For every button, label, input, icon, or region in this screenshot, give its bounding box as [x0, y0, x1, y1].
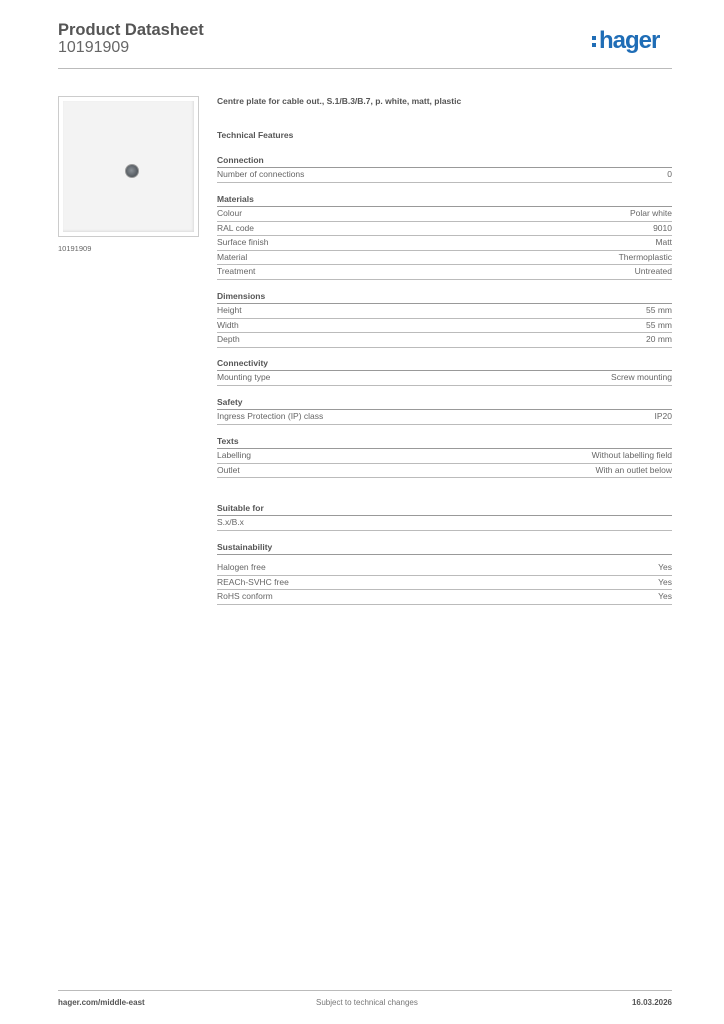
spec-value: Thermoplastic [618, 251, 672, 262]
spec-value: 55 mm [646, 305, 672, 315]
spec-label: Surface finish [217, 237, 269, 247]
product-image [58, 96, 199, 237]
spec-label: Colour [217, 208, 243, 218]
spec-label: Halogen free [217, 562, 266, 572]
spec-label: RAL code [217, 222, 255, 233]
spec-label: Labelling [217, 450, 252, 460]
section-heading: Materials [217, 194, 672, 207]
spec-row [217, 371, 672, 386]
spec-label: Mounting type [217, 372, 271, 382]
spec-label: Ingress Protection (IP) class [217, 411, 324, 421]
spec-row [217, 222, 672, 237]
product-description: Centre plate for cable out., S.1/B.3/B.7, p. white, matt, plastic [217, 96, 462, 106]
spec-row [217, 236, 672, 251]
section-heading: Safety [217, 397, 672, 410]
footer-divider [58, 990, 672, 991]
spec-row [217, 251, 672, 266]
spec-label: RoHS conform [217, 591, 273, 601]
spec-value: Untreated [634, 266, 672, 276]
section-heading: Dimensions [217, 291, 672, 304]
section-heading: Sustainability [217, 542, 672, 555]
spec-label: Height [217, 305, 242, 315]
section-heading: Connectivity [217, 358, 672, 371]
section-heading: Suitable for [217, 503, 672, 516]
image-caption: 10191909 [58, 244, 92, 253]
spec-value: 55 mm [646, 319, 672, 330]
spec-value: 9010 [653, 222, 672, 233]
spec-row [217, 576, 672, 591]
spec-label: Treatment [217, 266, 256, 276]
spec-value: IP20 [654, 411, 672, 421]
spec-row [217, 464, 672, 479]
spec-label: Outlet [217, 464, 240, 475]
spec-row [217, 590, 672, 605]
cable-outlet-icon [125, 164, 139, 178]
spec-label: Width [217, 319, 239, 330]
plate-icon [63, 101, 194, 232]
spec-value: Screw mounting [611, 372, 672, 382]
spec-value: 0 [667, 169, 672, 179]
logo-text: hager [599, 27, 660, 54]
spec-value: Matt [655, 237, 672, 247]
spec-value: Yes [658, 591, 672, 601]
spec-value: Yes [658, 576, 672, 587]
spec-label: Number of connections [217, 169, 305, 179]
spec-row [217, 516, 672, 531]
spec-value: 20 mm [646, 334, 672, 344]
spec-value: With an outlet below [595, 464, 672, 475]
footer-website: hager.com/middle-east [58, 998, 145, 1007]
header-divider [58, 68, 672, 69]
spec-row [217, 207, 672, 222]
logo-dots-icon [592, 33, 597, 50]
spec-label: Material [217, 251, 248, 262]
section-heading: Texts [217, 436, 672, 449]
spec-value: Without labelling field [591, 450, 672, 460]
spec-row [217, 410, 672, 425]
hager-logo [592, 27, 659, 55]
spec-value: Yes [658, 562, 672, 572]
technical-features-heading: Technical Features [217, 130, 294, 140]
page-title: Product Datasheet [58, 21, 204, 39]
spec-row [217, 265, 672, 280]
footer-date: 16.03.2026 [631, 998, 672, 1007]
spec-label: Depth [217, 334, 240, 344]
footer-note: Subject to technical changes [316, 998, 418, 1007]
product-code: 10191909 [58, 39, 130, 56]
spec-label: S.x/B.x [217, 517, 244, 527]
spec-row [217, 449, 672, 464]
spec-row [217, 304, 672, 319]
spec-row [217, 561, 672, 576]
section-heading: Connection [217, 155, 672, 168]
spec-row [217, 319, 672, 334]
spec-row [217, 333, 672, 348]
spec-label: REACh-SVHC free [217, 576, 289, 587]
spec-row [217, 168, 672, 183]
spec-value: Polar white [629, 208, 672, 218]
